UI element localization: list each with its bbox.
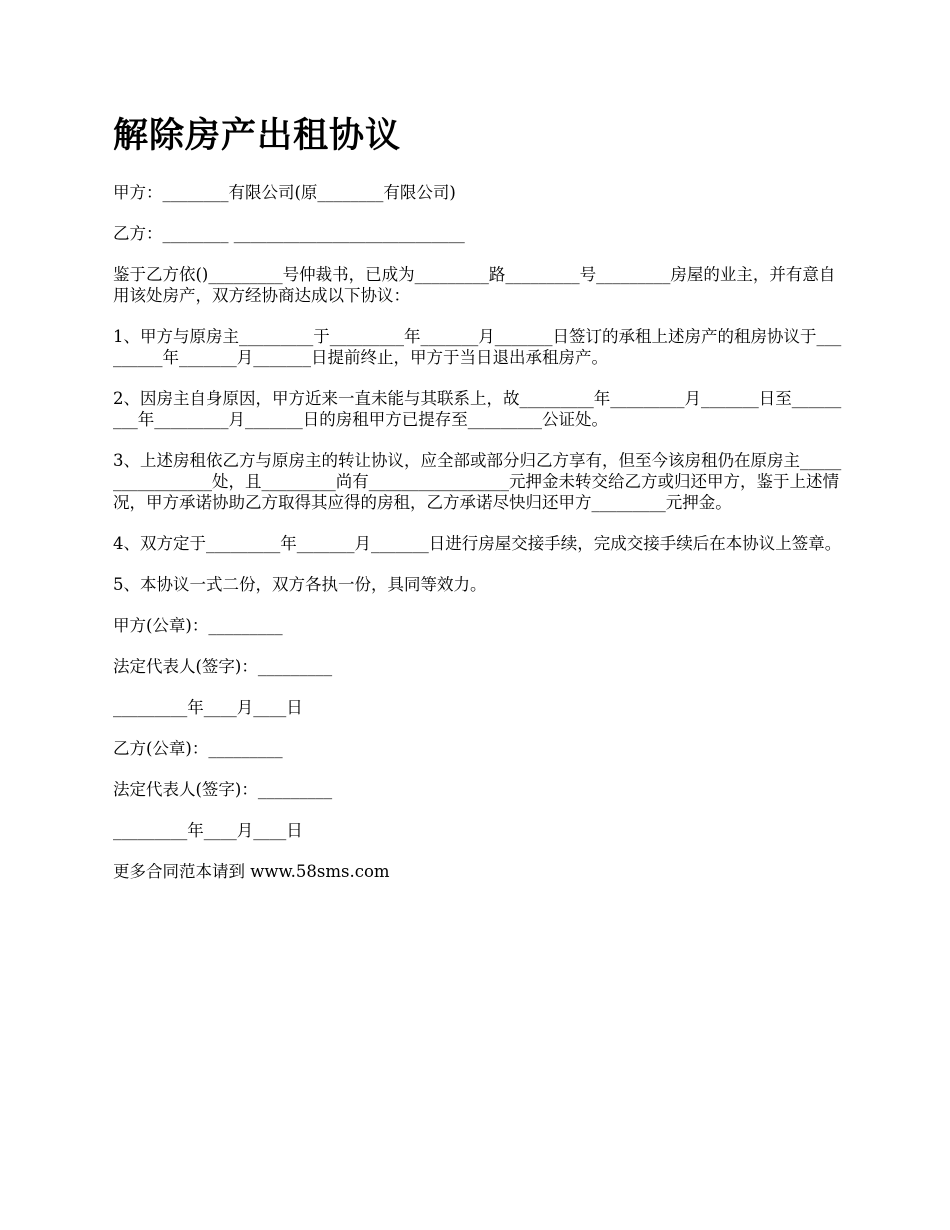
clause-2: 2、因房主自身原因，甲方近来一直未能与其联系上，故_________年_________月_______日至_________年_________月_______日的房租甲方已提存至_________公证处。 <box>113 389 842 429</box>
party-a-seal-line: 甲方(公章)：_________ <box>113 616 283 635</box>
party-a-date-line: _________年____月____日 <box>113 698 303 717</box>
clause-5: 5、本协议一式二份，双方各执一份，具同等效力。 <box>113 575 487 594</box>
party-b-representative-line: 法定代表人(签字)：_________ <box>113 780 333 799</box>
party-b-line: 乙方：________ ____________________________ <box>113 224 465 243</box>
party-b-date-line: _________年____月____日 <box>113 821 303 840</box>
clause-3: 3、上述房租依乙方与原房主的转让协议，应全部或部分归乙方享有，但至今该房租仍在原房主_________________处，且_________尚有_________________元押金未转交给乙方或归还甲方，鉴于上述情况，甲方承诺协助乙方取得其应得的房租，乙方承诺尽快归还甲方_________元押金。 <box>113 451 842 512</box>
party-b-seal-line: 乙方(公章)：_________ <box>113 739 283 758</box>
clause-4: 4、双方定于_________年_______月_______日进行房屋交接手续，完成交接手续后在本协议上签章。 <box>113 534 842 553</box>
document-title: 解除房产出租协议 <box>113 115 402 156</box>
footer-link-text: 更多合同范本请到 www.58sms.com <box>113 862 390 881</box>
party-a-line: 甲方：________有限公司(原________有限公司) <box>113 183 456 202</box>
document-page <box>113 112 843 899</box>
party-a-representative-line: 法定代表人(签字)：_________ <box>113 657 333 676</box>
preamble-paragraph: 鉴于乙方依()_________号仲裁书，已成为_________路_________号_________房屋的业主，并有意自用该处房产，双方经协商达成以下协议： <box>113 265 836 305</box>
clause-1: 1、甲方与原房主_________于_________年_______月_______日签订的承租上述房产的租房协议于_________年_______月_______日提前终止，甲方于当日退出承租房产。 <box>113 327 842 367</box>
